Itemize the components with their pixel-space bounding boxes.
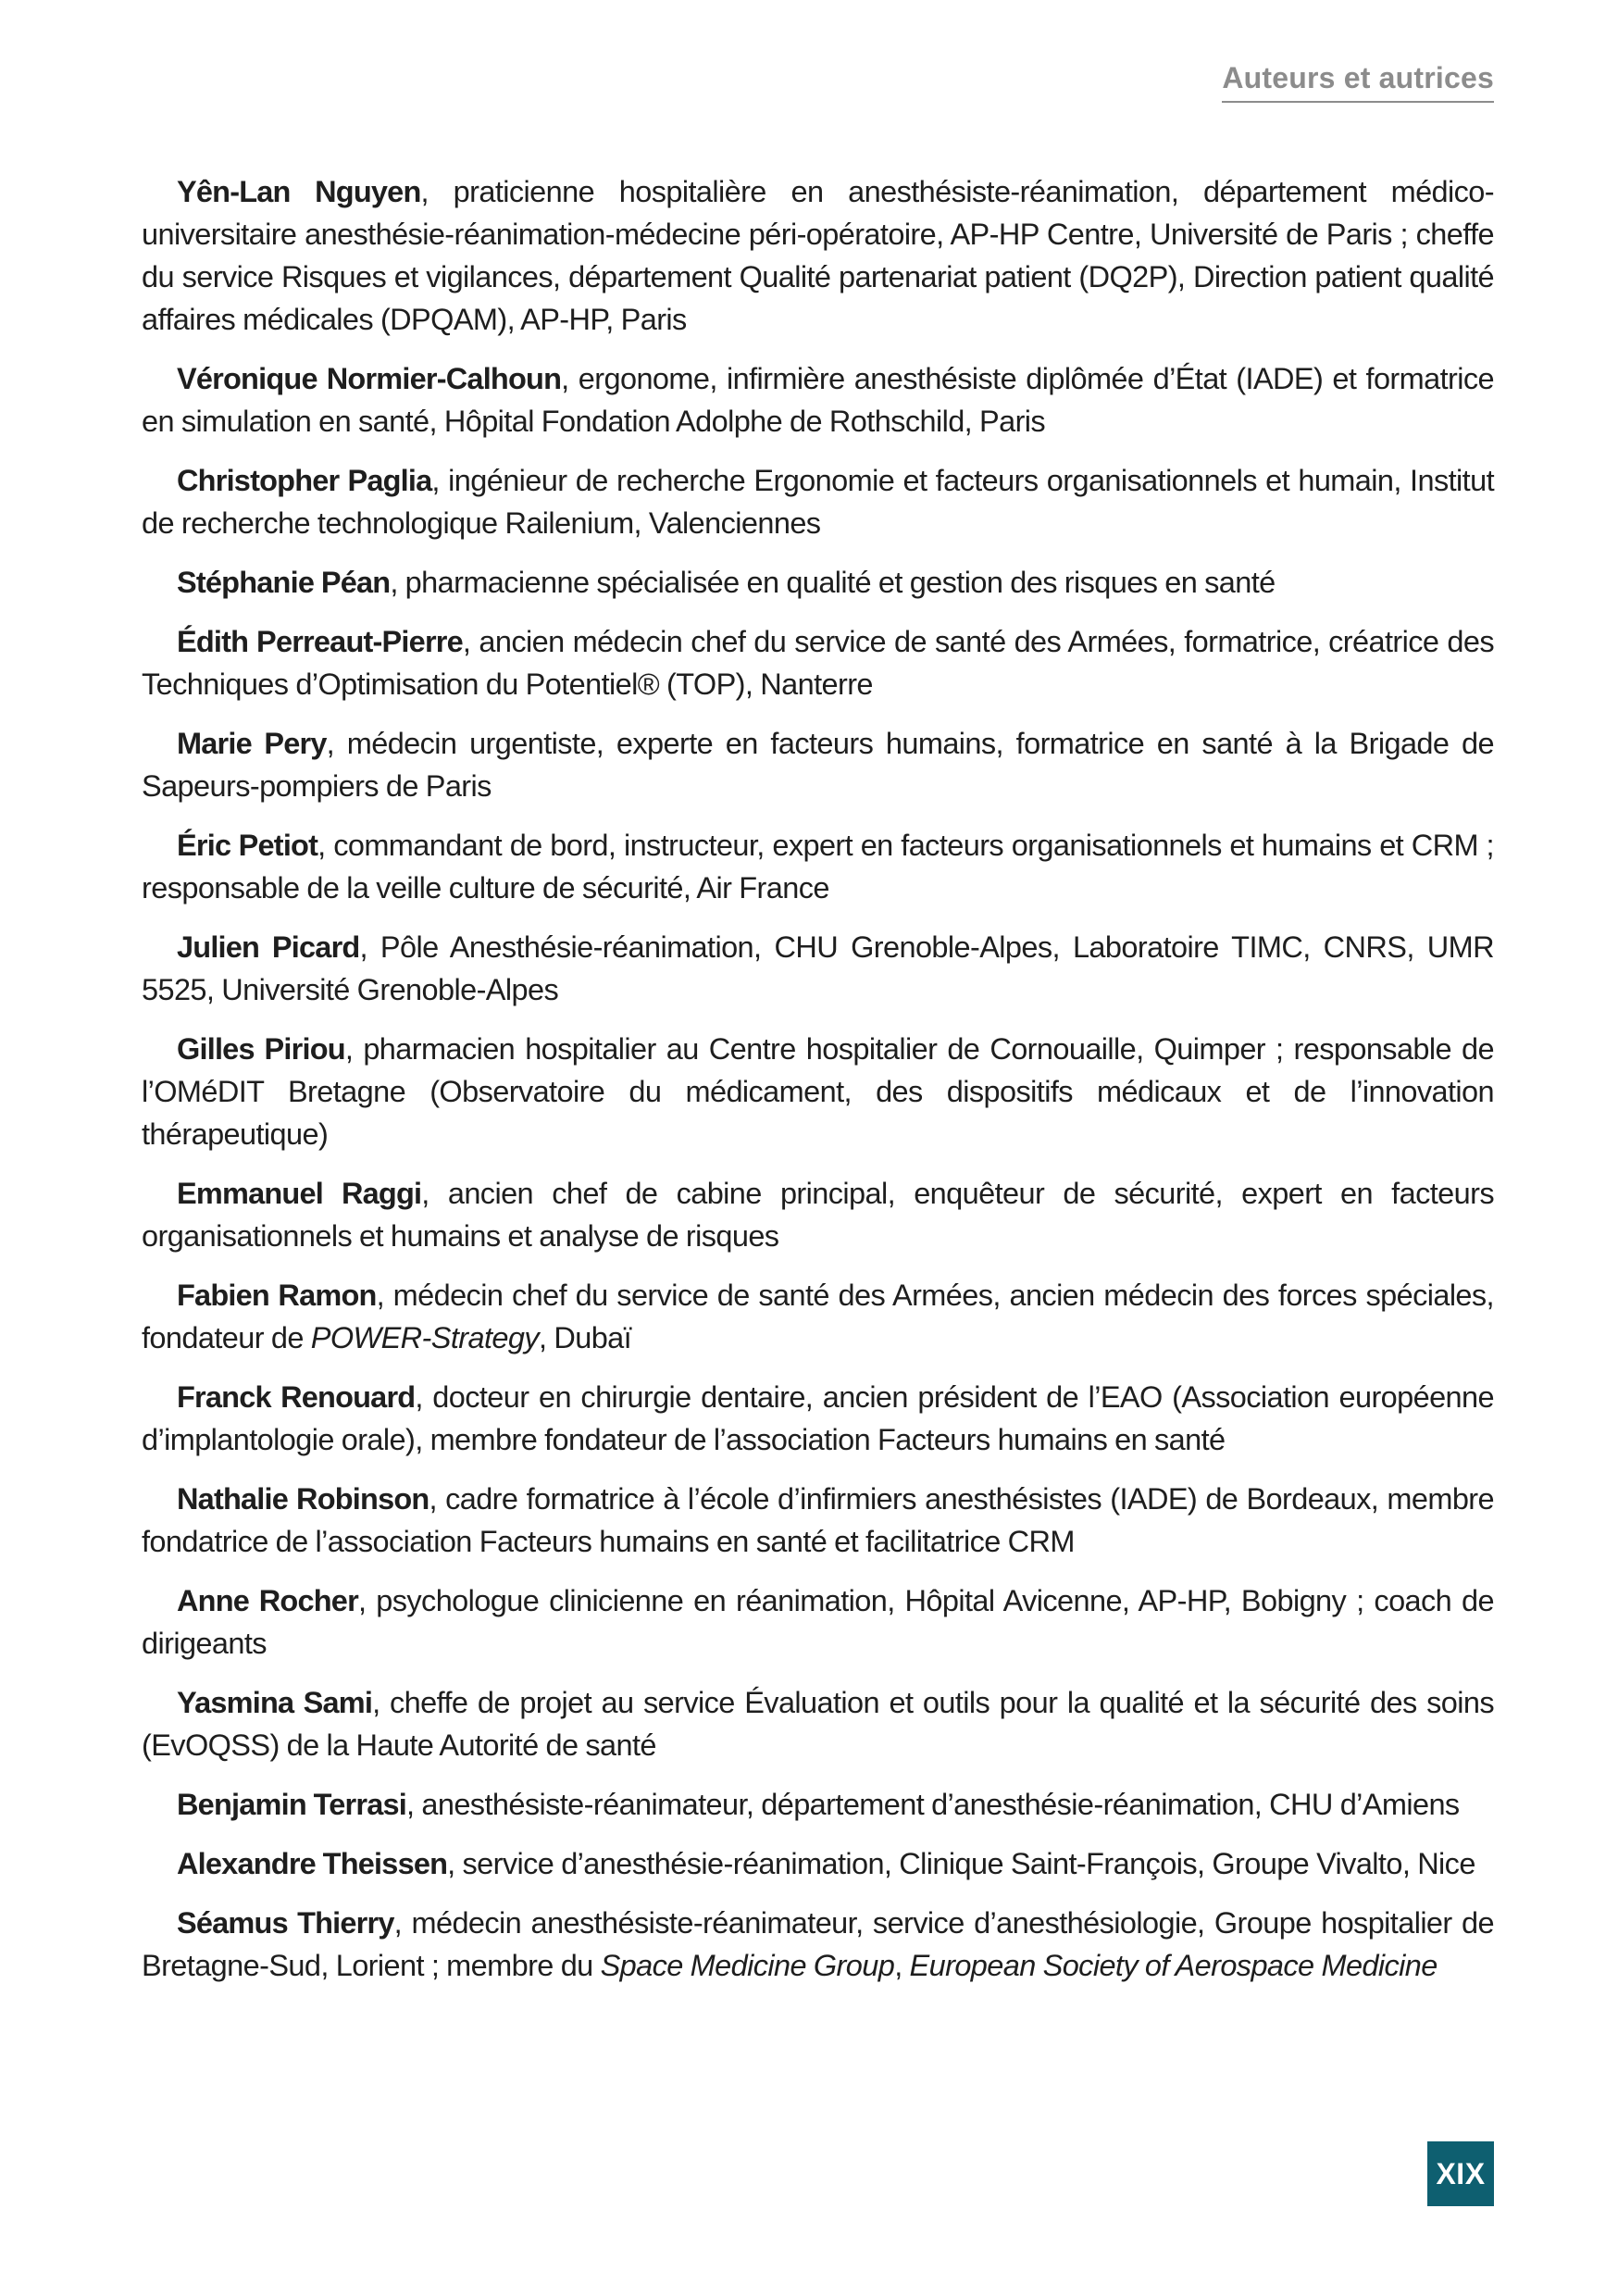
contributor-name: Yên-Lan Nguyen bbox=[177, 175, 421, 208]
contributor-name: Anne Rocher bbox=[177, 1584, 358, 1617]
contributor-entry bbox=[142, 1783, 1494, 1826]
contributor-description: , commandant de bord, instructeur, expert en facteurs organisationnels et humains et CRM ; responsable de la veille culture de sécurité, Air France bbox=[142, 829, 1494, 905]
contributor-description: , ancien médecin chef du service de santé des Armées, formatrice, créatrice des Techniques d’Optimisation du Potentiel® (TOP), Nanterre bbox=[142, 625, 1495, 701]
contributor-name: Alexandre Theissen bbox=[177, 1847, 448, 1880]
contributor-entry bbox=[142, 561, 1494, 604]
contributor-description: , anesthésiste-réanimateur, département d’anesthésie-réanimation, CHU d’Amiens bbox=[406, 1788, 1460, 1821]
contributor-description: , psychologue clinicienne en réanimation, Hôpital Avicenne, AP-HP, Bobigny ; coach de dirigeants bbox=[142, 1584, 1495, 1660]
contributor-description: , pharmacien hospitalier au Centre hospitalier de Cornouaille, Quimper ; responsable de l’OMéDIT Bretagne (Observatoire du médicament, des dispositifs médicaux et de l’innovation thérapeutique) bbox=[142, 1032, 1494, 1151]
contributor-name: Nathalie Robinson bbox=[177, 1482, 429, 1516]
contributor-description: , pharmacienne spécialisée en qualité et gestion des risques en santé bbox=[390, 566, 1276, 599]
contributor-entry bbox=[142, 1681, 1494, 1766]
contributor-name: Julien Picard bbox=[177, 930, 360, 964]
contributor-description: , docteur en chirurgie dentaire, ancien président de l’EAO (Association européenne d’implantologie orale), membre fondateur de l’association Facteurs humains en santé bbox=[142, 1380, 1494, 1456]
contributor-entry bbox=[142, 824, 1494, 909]
contributor-entry bbox=[142, 357, 1494, 443]
contributor-description: , ancien chef de cabine principal, enquêteur de sécurité, expert en facteurs organisationnels et humains et analyse de risques bbox=[142, 1177, 1494, 1253]
contributor-entry bbox=[142, 1376, 1494, 1461]
contributor-name: Marie Pery bbox=[177, 727, 327, 760]
contributor-name: Stéphanie Péan bbox=[177, 566, 391, 599]
contributor-description: , médecin chef du service de santé des Armées, ancien médecin des forces spéciales, fondateur de bbox=[142, 1279, 1494, 1354]
contributor-entry bbox=[142, 1172, 1494, 1257]
contributor-description: , ergonome, infirmière anesthésiste diplômée d’État (IADE) et formatrice en simulation en santé, Hôpital Fondation Adolphe de Rothschild, Paris bbox=[142, 362, 1494, 438]
contributor-description: , Pôle Anesthésie-réanimation, CHU Grenoble-Alpes, Laboratoire TIMC, CNRS, UMR 5525, Université Grenoble-Alpes bbox=[142, 930, 1494, 1006]
organization-name-italic: Space Medicine Group bbox=[600, 1949, 895, 1982]
organization-name-italic: European Society of Aerospace Medicine bbox=[909, 1949, 1438, 1982]
contributor-name: Franck Renouard bbox=[177, 1380, 416, 1414]
contributor-description: , service d’anesthésie-réanimation, Clinique Saint-François, Groupe Vivalto, Nice bbox=[447, 1847, 1475, 1880]
running-title: Auteurs et autrices bbox=[1222, 61, 1494, 103]
contributor-name: Véronique Normier-Calhoun bbox=[177, 362, 562, 395]
contributor-description: , praticienne hospitalière en anesthésiste-réanimation, département médico-universitaire anesthésie-réanimation-médecine péri-opératoire, AP-HP Centre, Université de Paris ; cheffe du service Risques et vigilances, département Qualité partenariat patient (DQ2P), Direction patient qualité affaires médicales (DPQAM), AP-HP, Paris bbox=[142, 175, 1494, 336]
contributor-entry bbox=[142, 1579, 1494, 1665]
contributor-description-end: , Dubaï bbox=[539, 1321, 632, 1354]
contributor-name: Fabien Ramon bbox=[177, 1279, 377, 1312]
organization-name-italic: POWER-Strategy bbox=[310, 1321, 539, 1354]
contributor-description: , médecin anesthésiste-réanimateur, service d’anesthésiologie, Groupe hospitalier de Bretagne-Sud, Lorient ; membre du bbox=[142, 1906, 1494, 1982]
contributor-name: Éric Petiot bbox=[177, 829, 318, 862]
contributor-entry bbox=[142, 1478, 1494, 1563]
contributor-entry bbox=[142, 620, 1494, 705]
contributor-description: , médecin urgentiste, experte en facteurs humains, formatrice en santé à la Brigade de Sapeurs-pompiers de Paris bbox=[142, 727, 1494, 803]
contributor-description: , ingénieur de recherche Ergonomie et facteurs organisationnels et humain, Institut de recherche technologique Railenium, Valenciennes bbox=[142, 464, 1495, 540]
contributor-entry bbox=[142, 722, 1494, 807]
contributor-entry bbox=[142, 170, 1494, 341]
contributors-list bbox=[142, 170, 1494, 2003]
contributor-name: Édith Perreaut-Pierre bbox=[177, 625, 463, 658]
contributor-entry bbox=[142, 1902, 1494, 1987]
contributor-name: Christopher Paglia bbox=[177, 464, 432, 497]
contributor-name: Emmanuel Raggi bbox=[177, 1177, 422, 1210]
contributor-description: , cadre formatrice à l’école d’infirmiers anesthésistes (IADE) de Bordeaux, membre fondatrice de l’association Facteurs humains en santé et facilitatrice CRM bbox=[142, 1482, 1494, 1558]
separator-text: , bbox=[894, 1949, 910, 1982]
contributor-entry bbox=[142, 1274, 1494, 1359]
contributor-entry bbox=[142, 926, 1494, 1011]
contributor-name: Yasmina Sami bbox=[177, 1686, 373, 1719]
contributor-entry bbox=[142, 459, 1494, 544]
contributor-entry bbox=[142, 1842, 1494, 1885]
contributor-description: , cheffe de projet au service Évaluation et outils pour la qualité et la sécurité des soins (EvOQSS) de la Haute Autorité de santé bbox=[142, 1686, 1495, 1762]
contributor-entry bbox=[142, 1028, 1494, 1155]
contributor-name: Gilles Piriou bbox=[177, 1032, 345, 1066]
contributor-name: Benjamin Terrasi bbox=[177, 1788, 407, 1821]
contributor-name: Séamus Thierry bbox=[177, 1906, 394, 1940]
page-number-badge: XIX bbox=[1427, 2141, 1494, 2206]
